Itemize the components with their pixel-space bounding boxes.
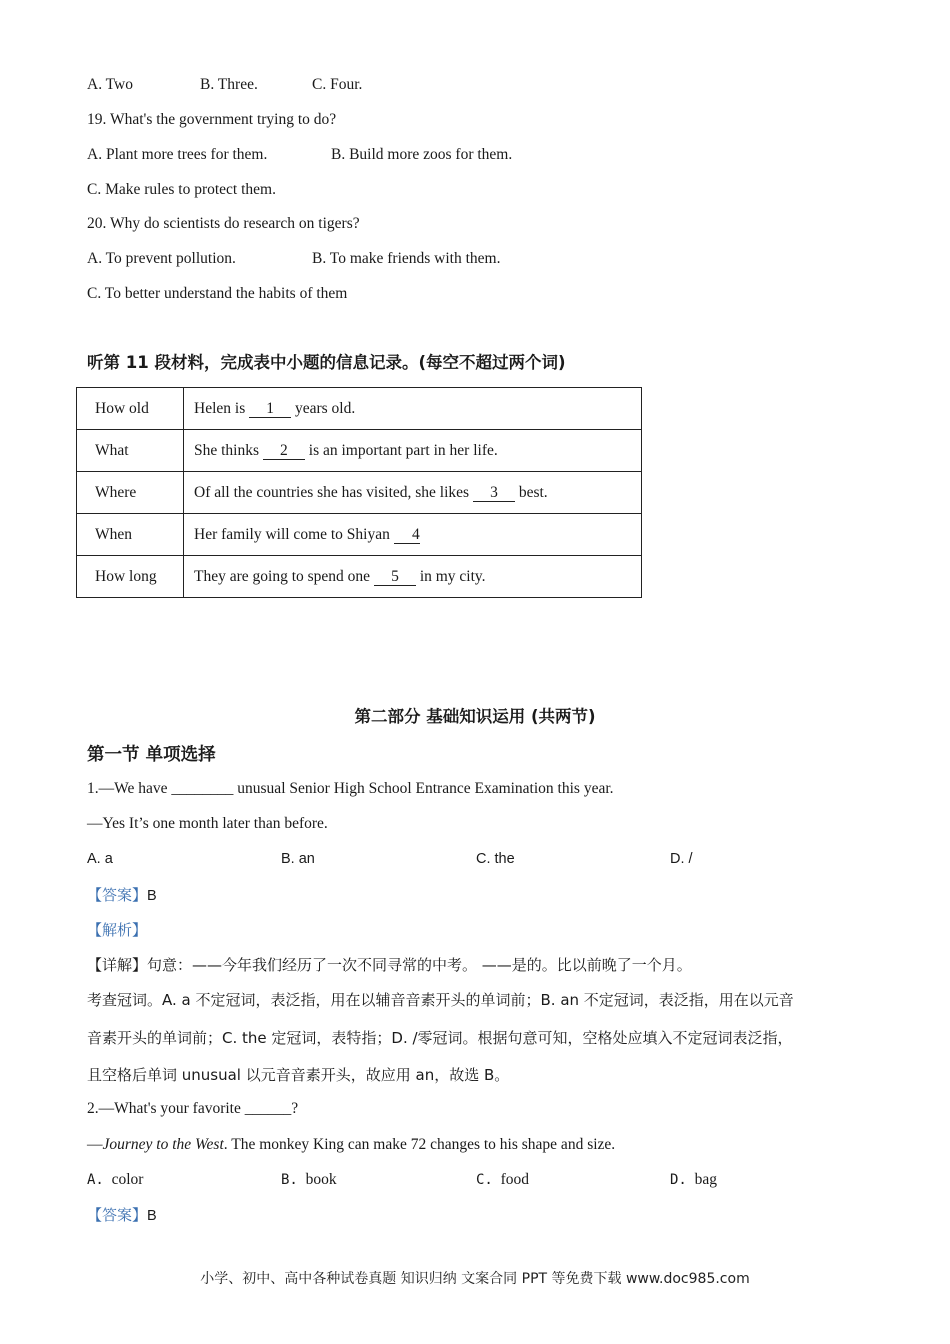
answer-label: 【答案】 (87, 886, 148, 904)
answer-label: 【答案】 (87, 1206, 148, 1224)
table-key: What (77, 430, 184, 472)
table-key: How old (77, 388, 184, 430)
listening-heading: 听第 11 段材料，完成表中小题的信息记录。(每空不超过两个词) (87, 353, 566, 372)
table-row (77, 388, 642, 430)
table-row (77, 472, 642, 514)
q1-option-d: D. / (670, 851, 693, 867)
table-value: She thinks 2 is an important part in her life. (184, 430, 642, 472)
q20-option-b: B. To make friends with them. (312, 250, 501, 267)
q18-option-b: B. Three. (200, 76, 258, 93)
table-row (77, 556, 642, 598)
q18-option-c: C. Four. (312, 76, 363, 93)
q20-option-c: C. To better understand the habits of them (87, 285, 348, 302)
table-row (77, 514, 642, 556)
table-value: Helen is 1 years old. (184, 388, 642, 430)
q2-option-a: A. color (87, 1171, 144, 1188)
q19-option-b: B. Build more zoos for them. (331, 146, 513, 163)
q1-line1: 1.—We have ________ unusual Senior High School Entrance Examination this year. (87, 780, 614, 797)
blank-5: 5 (374, 569, 416, 586)
q1-answer (87, 885, 157, 906)
part-title: 第二部分 基础知识运用 (共两节) (354, 707, 596, 726)
q2-answer (87, 1205, 157, 1226)
blank-2: 2 (263, 443, 305, 460)
blank-3: 3 (473, 485, 515, 502)
q1-explain-1: 考查冠词。A. a 不定冠词，表泛指，用在以辅音音素开头的单词前；B. an 不定冠词，表泛指，用在以元音 (87, 991, 794, 1009)
table-key: When (77, 514, 184, 556)
blank-4: 4 (394, 527, 420, 544)
q20-option-a: A. To prevent pollution. (87, 250, 236, 267)
q2-option-c: C. food (476, 1171, 530, 1188)
q2-option-d: D. bag (670, 1171, 717, 1188)
q1-explain-3: 且空格后单词 unusual 以元音音素开头，故应用 an，故选 B。 (87, 1066, 510, 1084)
q1-detail: 【详解】句意：——今年我们经历了一次不同寻常的中考。 ——是的。比以前晚了一个月。 (87, 956, 692, 974)
q1-line2: —Yes It’s one month later than before. (87, 815, 328, 832)
book-title: Journey to the West (102, 1136, 224, 1153)
table-value: Her family will come to Shiyan 4 (184, 514, 642, 556)
table-value: They are going to spend one 5 in my city. (184, 556, 642, 598)
page-footer: 小学、初中、高中各种试卷真题 知识归纳 文案合同 PPT 等免费下载 www.doc985.com (200, 1271, 750, 1287)
q1-option-c: C. the (476, 851, 515, 867)
q19-option-c: C. Make rules to protect them. (87, 181, 276, 198)
q18-option-a: A. Two (87, 76, 133, 93)
section-title: 第一节 单项选择 (87, 745, 216, 765)
table-key: How long (77, 556, 184, 598)
q19-question: 19. What's the government trying to do? (87, 111, 337, 128)
answer-value: B (147, 888, 157, 904)
q2-option-b: B. book (281, 1171, 337, 1188)
table-value: Of all the countries she has visited, she likes 3 best. (184, 472, 642, 514)
q1-option-a: A. a (87, 851, 113, 867)
q2-line2: —Journey to the West. The monkey King can make 72 changes to his shape and size. (87, 1136, 616, 1153)
q19-option-a: A. Plant more trees for them. (87, 146, 268, 163)
blank-1: 1 (249, 401, 291, 418)
q1-explain-2: 音素开头的单词前；C. the 定冠词，表特指；D. /零冠词。根据句意可知，空格处应填入不定冠词表泛指， (87, 1029, 793, 1047)
q2-line1: 2.—What's your favorite ______? (87, 1100, 299, 1117)
table-key: Where (77, 472, 184, 514)
answer-value: B (147, 1208, 157, 1224)
q20-question: 20. Why do scientists do research on tigers? (87, 215, 360, 232)
q1-analysis-label: 【解析】 (87, 921, 148, 939)
table-row (77, 430, 642, 472)
info-table (76, 387, 642, 598)
q1-option-b: B. an (281, 851, 315, 867)
